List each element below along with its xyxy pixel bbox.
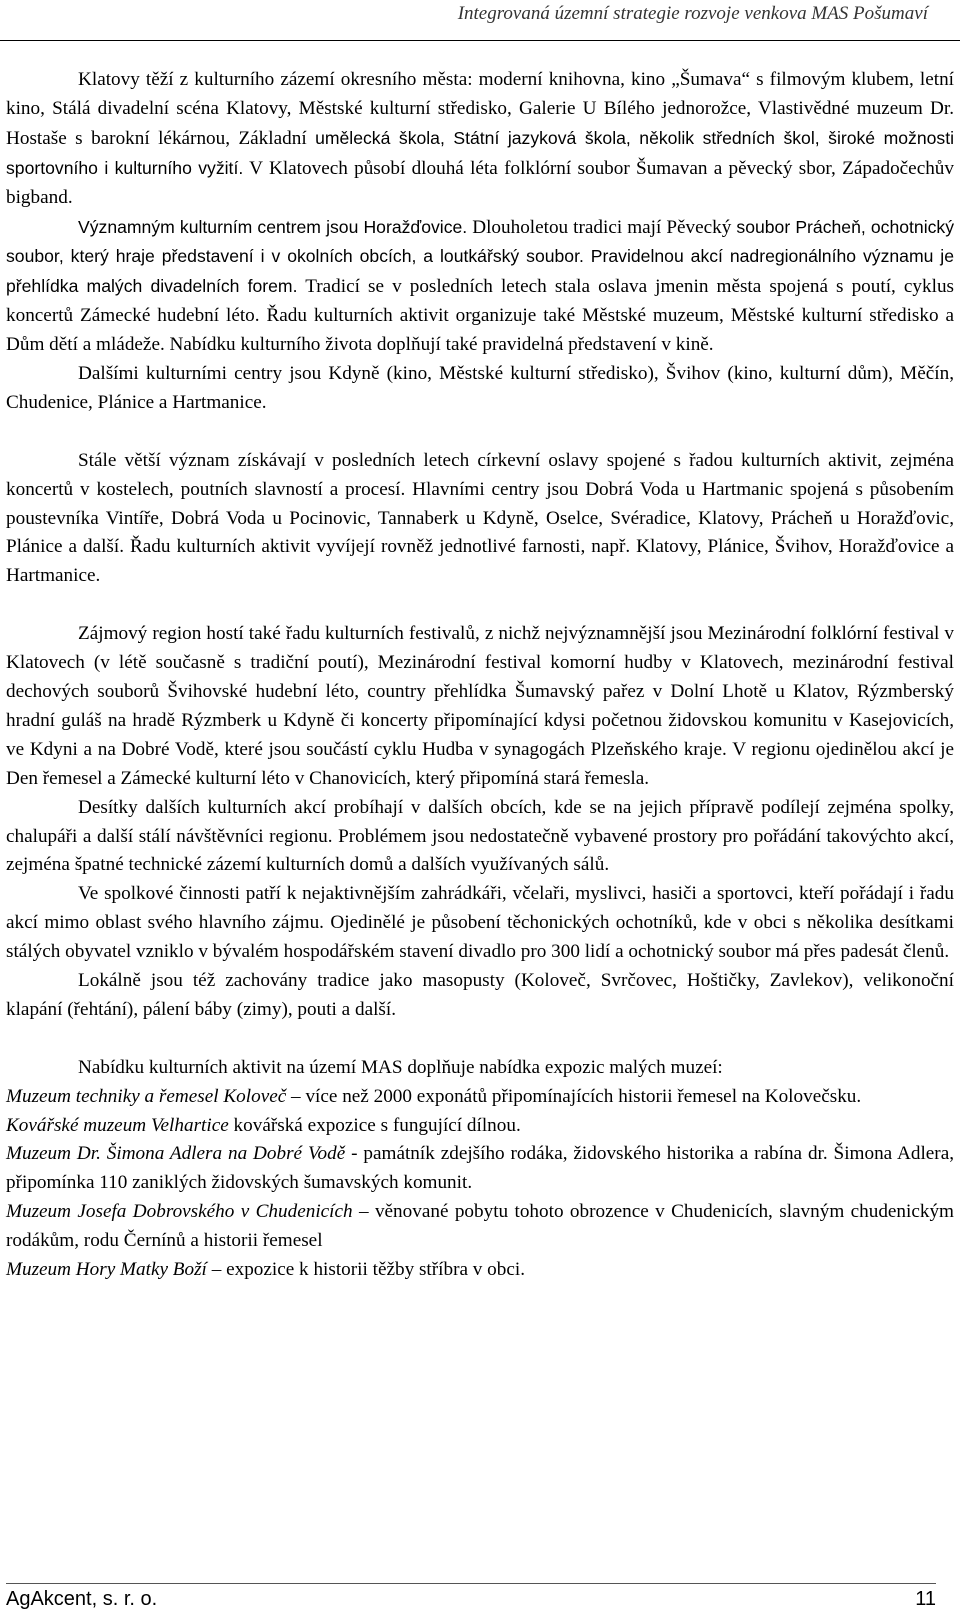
paragraph-church-celebrations: Stále větší význam získávají v posledních letech církevní oslavy spojené s řadou kulturních aktivit, zejména koncertů v kostelech, poutních slavností a procesí. Hlavními centry jsou Dobrá Voda u Hartmanic spojená s působením poustevníka Vintíře, Dobrá Voda u Pocinovic, Tannaberk u Kdyně, Oselce, Svéradice, Klatovy, Prácheň u Horažďovic, Plánice a další. Řadu kulturních aktivit vyvíjejí rovněž jednotlivé farnosti, např. Klatovy, Plánice, Švihov, Horažďovice a Hartmanice.: [6, 449, 954, 587]
museum-entry: [6, 1083, 954, 1112]
museum-entry: [6, 1256, 954, 1285]
paragraph-other-centres: Dalšími kulturními centry jsou Kdyně (kino, Městské kulturní středisko), Švihov (kino, kulturní dům), Měčín, Chudenice, Plánice a Hartmanice.: [6, 363, 954, 413]
text-run: umělecká škola, Státní jazyková škola, několik středních škol, široké možnosti sportovního i kulturního vyžití.: [6, 127, 954, 178]
museum-name: Muzeum techniky a řemesel Koloveč: [6, 1085, 287, 1107]
company-name: AgAkcent, s. r. o.: [6, 1588, 158, 1610]
page-number: 11: [915, 1588, 936, 1610]
paragraph-traditions: Lokálně jsou též zachovány tradice jako masopusty (Koloveč, Svrčovec, Hoštičky, Zavlekov), velikonoční klapání (řehtání), pálení báby (zimy), pouti a další.: [6, 970, 954, 1020]
museum-description: - památník zdejšího rodáka, židovského historika a rabína dr. Šimona Adlera, připomínka 110 zaniklých židovských šumavských komunit.: [6, 1143, 955, 1194]
text-run: Tradicí se v posledních letech stala oslava jmenin města spojená s poutí, cyklus koncertů Zámecké hudební léto. Řadu kulturních aktivit organizuje také Městské muzeum, Městské kulturní středisko a Dům dětí a mládeže. Nabídku kulturního života doplňují také pravidelná představení v kině.: [6, 276, 955, 356]
museum-name: Muzeum Josefa Dobrovského v Chudenicích: [6, 1201, 353, 1223]
text-run: Pravidelnou akcí nadregionálního významu je přehlídka malých divadelních forem.: [6, 246, 955, 297]
museum-entry: [6, 1140, 954, 1198]
document-body: [6, 66, 954, 1285]
paragraph-horazdovice: [6, 213, 954, 361]
museum-description: – více než 2000 exponátů připomínajících historii řemesel na Kolovečsku.: [286, 1085, 862, 1107]
text-run: Významným kulturním centrem jsou Horažďovice.: [78, 216, 468, 237]
museum-description: – expozice k historii těžby stříbra v obci.: [206, 1259, 525, 1281]
museum-name: Kovářské muzeum Velhartice: [6, 1114, 229, 1136]
paragraph-cultural-events: Desítky dalších kulturních akcí probíhají v dalších obcích, kde se na jejich přípravě podílejí zejména spolky, chalupáři a další stálí návštěvníci regionu. Problémem jsou nedostatečně vybavené prostory pro pořádání takovýchto akcí, zejména špatné technické zázemí kulturních domů a dalších využívaných sálů.: [6, 796, 954, 876]
text-run: Dlouholetou tradici mají Pěvecký: [467, 216, 737, 238]
paragraph-klatovy: [6, 66, 954, 213]
paragraph-associations: Ve spolkové činnosti patří k nejaktivnějším zahrádkáři, včelaři, myslivci, hasiči a sportovci, kteří pořádají i řadu akcí mimo oblast svého hlavního zájmu. Ojedinělé je působení těchonických ochotníků, kde v obci s několika desítkami stálých obyvatel vzniklo v bývalém hospodářském stavení divadlo pro 300 lidí a ochotnický soubor má přes padesát členů.: [6, 883, 954, 963]
museum-name: Muzeum Dr. Šimona Adlera na Dobré Vodě: [6, 1143, 346, 1165]
museum-entry: [6, 1198, 954, 1256]
document-title: Integrovaná územní strategie rozvoje venkova MAS Pošumaví: [457, 3, 928, 24]
text-run: V Klatovech působí dlouhá léta folklórní soubor Šumavan a pěvecký sbor, Západočechův bigband.: [6, 157, 954, 208]
museum-description: – věnované pobytu tohoto obrozence v Chudenicích, slavným chudenickým rodákům, rodu Černínů a historii řemesel: [6, 1201, 954, 1252]
text-run: soubor Prácheň, ochotnický soubor, který hraje představení i v okolních obcích, a loutkářský soubor.: [6, 216, 954, 267]
museum-name: Muzeum Hory Matky Boží: [6, 1259, 207, 1281]
paragraph-festivals: Zájmový region hostí také řadu kulturních festivalů, z nichž nejvýznamnější jsou Mezinárodní folklórní festival v Klatovech (v létě současně s tradiční poutí), Mezinárodní festival komorní hudby v Klatovech, mezinárodní festival dechových souborů Švihovské hudební léto, country přehlídka Šumavský pařez v Dolní Lhotě u Klatov, Rýzmberský hradní guláš na hradě Rýzmberk u Kdyně či koncerty připomínající kdysi početnou židovskou komunitu v Kasejovicích, ve Kdyni a na Dobré Vodě, které jsou součástí cyklu Hudba v synagogách Plzeňského kraje. V regionu ojedinělou akcí je Den řemesel a Zámecké kulturní léto v Chanovicích, který připomíná stará řemesla.: [6, 623, 954, 789]
paragraph-museums-intro: Nabídku kulturních aktivit na území MAS doplňuje nabídka expozic malých muzeí:: [78, 1056, 723, 1078]
museum-description: kovářská expozice s fungující dílnou.: [228, 1114, 521, 1136]
museum-entry: [6, 1112, 954, 1141]
page-footer: [6, 1583, 936, 1618]
page-header: [0, 0, 960, 41]
text-run: Klatovy těží z kulturního zázemí okresního města: moderní knihovna, kino „Šumava“ s filmovým klubem, letní kino, Stálá divadelní scéna Klatovy, Městské kulturní středisko, Galerie U Bílého jednorožce, Vlastivědné muzeum Dr. Hostaše s barokní lékárnou, Základní: [6, 69, 954, 149]
